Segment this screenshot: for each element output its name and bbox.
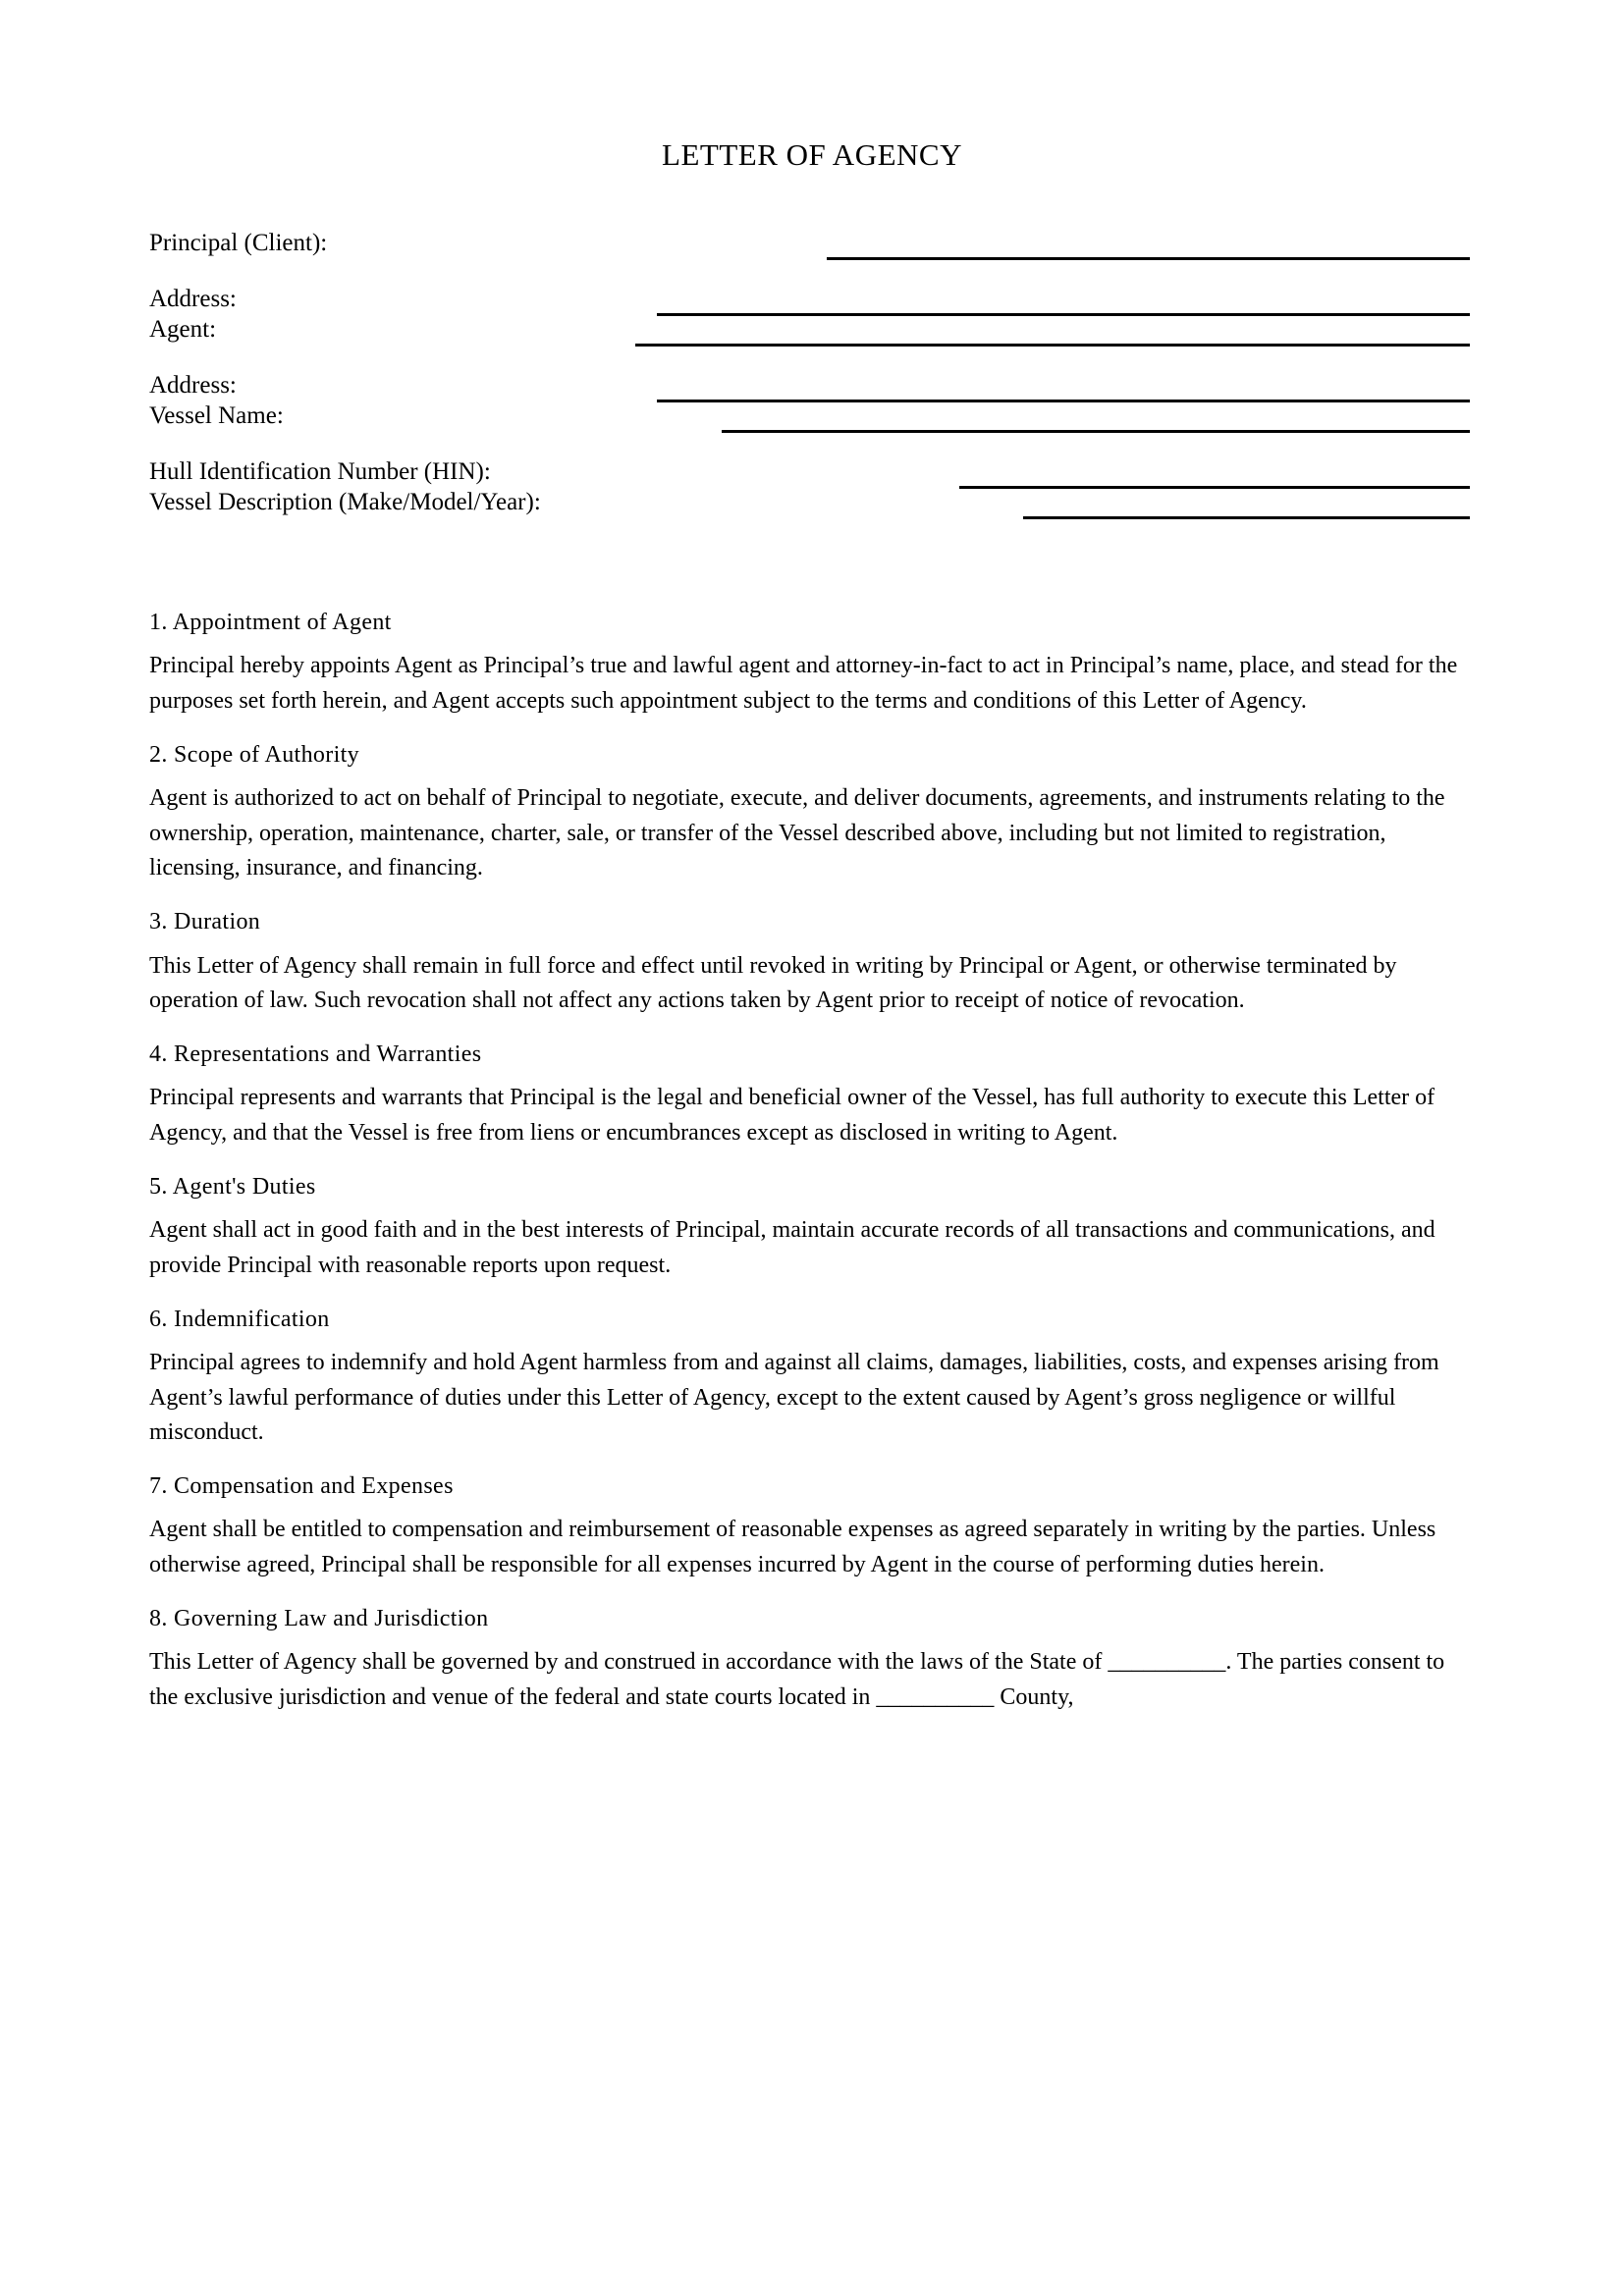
section-5 <box>149 1171 1470 1283</box>
section-4 <box>149 1039 1470 1150</box>
section-body: Principal agrees to indemnify and hold Agent harmless from and against all claims, damages, liabilities, costs, and expenses arising from Agent’s lawful performance of duties under this Letter of Agency, except to the extent caused by Agent’s gross negligence or willful misconduct. <box>149 1350 1439 1445</box>
field-label: Address: <box>149 286 237 312</box>
section-heading: 8. Governing Law and Jurisdiction <box>149 1605 489 1631</box>
field-group-agent-address-vessel <box>149 370 1470 431</box>
field-input-rule[interactable] <box>635 344 1470 347</box>
section-body: Agent shall be entitled to compensation and reimbursement of reasonable expenses as agreed separately in writing by the parties. Unless otherwise agreed, Principal shall be responsible for all expenses incurred by Agent in the course of performing duties herein. <box>149 1517 1436 1577</box>
section-body: This Letter of Agency shall remain in full force and effect until revoked in writing by Principal or Agent, or otherwise terminated by operation of law. Such revocation shall not affect any actions taken by Agent prior to receipt of notice of revocation. <box>149 952 1397 1013</box>
field-group-principal-address-agent <box>149 284 1470 345</box>
section-heading: 5. Agent's Duties <box>149 1173 316 1200</box>
section-body: This Letter of Agency shall be governed by and construed in accordance with the laws of the State of __________. The parties consent to the exclusive jurisdiction and venue of the federal and state courts located in __________ County, <box>149 1649 1445 1710</box>
section-body: Principal represents and warrants that Principal is the legal and beneficial owner of the Vessel, has full authority to execute this Letter of Agency, and that the Vessel is free from liens or encumbrances except as disclosed in writing to Agent. <box>149 1085 1435 1146</box>
field-group-hull-vessel-description <box>149 456 1470 517</box>
form-field-row <box>149 400 1470 431</box>
section-heading: 7. Compensation and Expenses <box>149 1473 454 1500</box>
field-label: Address: <box>149 372 237 399</box>
section-7 <box>149 1470 1470 1582</box>
form-field-row <box>149 456 1470 487</box>
section-6 <box>149 1304 1470 1450</box>
section-1 <box>149 607 1470 719</box>
section-body: Agent shall act in good faith and in the best interests of Principal, maintain accurate records of all transactions and communications, and provide Principal with reasonable reports upon request. <box>149 1217 1435 1278</box>
section-heading: 2. Scope of Authority <box>149 741 359 768</box>
section-heading: 1. Appointment of Agent <box>149 610 392 635</box>
form-field-row <box>149 284 1470 314</box>
form-field-row <box>149 314 1470 345</box>
section-body: Agent is authorized to act on behalf of Principal to negotiate, execute, and deliver documents, agreements, and instruments relating to the ownership, operation, maintenance, charter, sale, or transfer of the Vessel described above, including but not limited to registration, licensing, insurance, and financing. <box>149 785 1445 881</box>
section-3 <box>149 906 1470 1018</box>
form-fields-block <box>149 228 1470 517</box>
section-heading: 3. Duration <box>149 909 261 935</box>
field-label: Vessel Name: <box>149 402 284 429</box>
form-field-row <box>149 370 1470 400</box>
field-input-rule[interactable] <box>1023 516 1470 519</box>
page-title: LETTER OF AGENCY <box>662 136 962 172</box>
section-2 <box>149 739 1470 885</box>
section-body: Principal hereby appoints Agent as Principal’s true and lawful agent and attorney-in-fact to act in Principal’s name, place, and stead for the purposes set forth herein, and Agent accepts such appointment subject to the terms and conditions of this Letter of Agency. <box>149 653 1458 714</box>
form-field-row <box>149 228 1470 258</box>
section-heading: 6. Indemnification <box>149 1306 330 1332</box>
section-8 <box>149 1603 1470 1715</box>
field-label: Vessel Description (Make/Model/Year): <box>149 489 541 515</box>
field-label: Agent: <box>149 316 217 343</box>
field-group-principal <box>149 228 1470 258</box>
field-label: Hull Identification Number (HIN): <box>149 458 491 485</box>
section-heading: 4. Representations and Warranties <box>149 1041 482 1068</box>
document-sections <box>149 607 1470 1715</box>
form-field-row <box>149 487 1470 517</box>
field-label: Principal (Client): <box>149 230 328 256</box>
field-input-rule[interactable] <box>722 430 1470 433</box>
field-input-rule[interactable] <box>827 257 1470 260</box>
